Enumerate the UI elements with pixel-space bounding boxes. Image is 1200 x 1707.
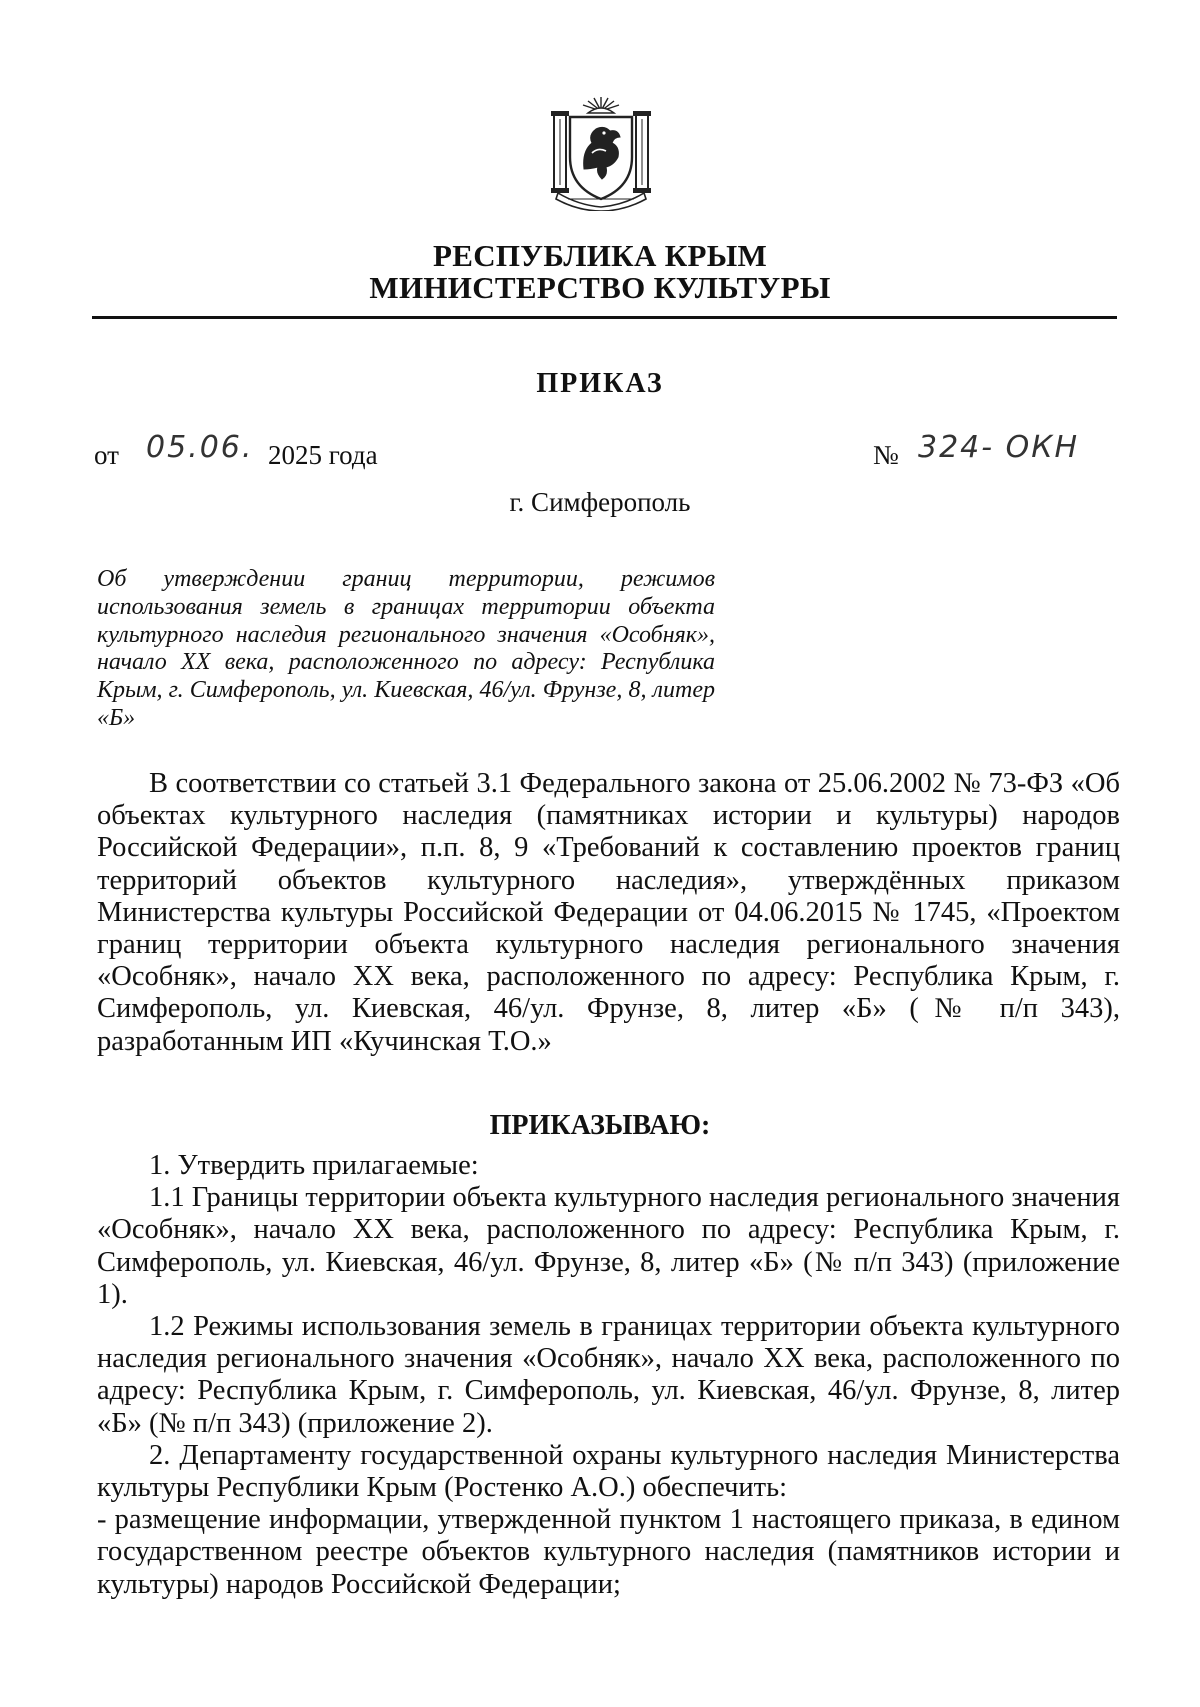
item-1-1: 1.1 Границы территории объекта культурного наследия регионального значения «Особняк», начало XX века, расположенного по адресу: Республика Крым, г. Симферополь, ул. Киевская, 46/ул. Фрунзе, 8, литер «Б» (№ п/п 343) (приложение 1). [97, 1182, 1120, 1310]
handwritten-number: 324- ОКН [918, 430, 1080, 465]
header-divider [92, 316, 1117, 319]
number-prefix: № [873, 440, 899, 470]
item-1: 1. Утвердить прилагаемые: [149, 1150, 479, 1181]
place-city: г. Симферополь [509, 487, 691, 517]
document-title: ПРИКАЗ [536, 368, 664, 399]
header-republic: РЕСПУБЛИКА КРЫМ [432, 238, 768, 273]
item-2-dash: - размещение информации, утвержденной пунктом 1 настоящего приказа, в едином государственном реестре объектов культурного наследия (памятников истории и культуры) народов Российской Федерации; [97, 1504, 1120, 1600]
handwritten-date: 05.06. [146, 430, 254, 465]
order-items [97, 1150, 1120, 1601]
order-heading: ПРИКАЗЫВАЮ: [489, 1110, 711, 1141]
preamble-text: В соответствии со статьей 3.1 Федерального закона от 25.06.2002 № 73-ФЗ «Об объектах культурного наследия (памятниках истории и культуры) народов Российской Федерации», п.п. 8, 9 «Требований к составлению проектов границ территорий объектов культурного наследия», утверждённых приказом Министерства культуры Российской Федерации от 04.06.2015 № 1745, «Проектом границ территории объекта культурного наследия регионального значения «Особняк», начало XX века, расположенного по адресу: Республика Крым, г. Симферополь, ул. Киевская, 46/ул. Фрунзе, 8, литер «Б» (№ п/п 343), разработанным ИП «Кучинская Т.О.» [97, 768, 1120, 1057]
subject-block: Об утверждении границ территории, режимов использования земель в границах территории объекта культурного наследия регионального значения «Особняк», начало XX века, расположенного по адресу: Республика Крым, г. Симферополь, ул. Киевская, 46/ул. Фрунзе, 8, литер «Б» [97, 566, 715, 731]
preamble-paragraph [97, 768, 1120, 1058]
item-2: 2. Департаменту государственной охраны культурного наследия Министерства культуры Республики Крым (Ростенко А.О.) обеспечить: [97, 1439, 1120, 1504]
coat-of-arms-emblem [548, 95, 654, 211]
date-year: 2025 года [268, 440, 378, 470]
date-prefix: от [94, 440, 119, 470]
header-ministry: МИНИСТЕРСТВО КУЛЬТУРЫ [369, 270, 831, 305]
item-1-2: 1.2 Режимы использования земель в границах территории объекта культурного наследия регионального значения «Особняк», начало XX века, расположенного по адресу: Республика Крым, г. Симферополь, ул. Киевская, 46/ул. Фрунзе, 8, литер «Б» (№ п/п 343) (приложение 2). [97, 1311, 1120, 1439]
